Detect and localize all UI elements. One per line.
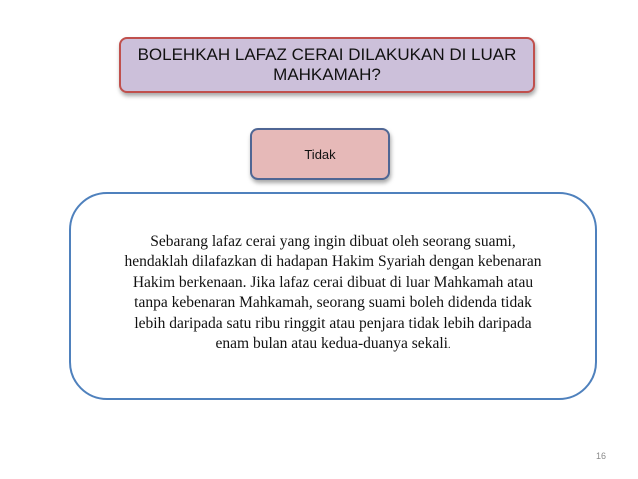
explanation-line-5: lebih daripada satu ribu ringgit atau penjara tidak lebih daripada [134,314,532,332]
explanation-line-3: Hakim berkenaan. Jika lafaz cerai dibuat di luar Mahkamah atau [132,273,534,291]
explanation-text [124,232,541,357]
explanation-line-4: tanpa kebenaran Mahkamah, seorang suami boleh didenda tidak [134,294,532,311]
question-title-line-2: MAHKAMAH? [273,65,381,84]
question-title-box [119,37,535,93]
explanation-line-1: Sebarang lafaz cerai yang ingin dibuat oleh seorang suami, [150,232,516,250]
explanation-line-2: hendaklah dilafazkan di hadapan Hakim Syariah dengan kebenaran [124,253,542,270]
answer-box [250,128,390,180]
question-title-line-1: BOLEHKAH LAFAZ CERAI DILAKUKAN DI LUAR [137,45,517,64]
explanation-box [69,192,597,400]
page-number: 16 [595,451,606,461]
explanation-end-mark: . [447,340,451,351]
question-title [138,45,517,85]
explanation-line-6: enam bulan atau kedua-duanya sekali [215,335,448,352]
answer-label: Tidak [304,146,336,162]
